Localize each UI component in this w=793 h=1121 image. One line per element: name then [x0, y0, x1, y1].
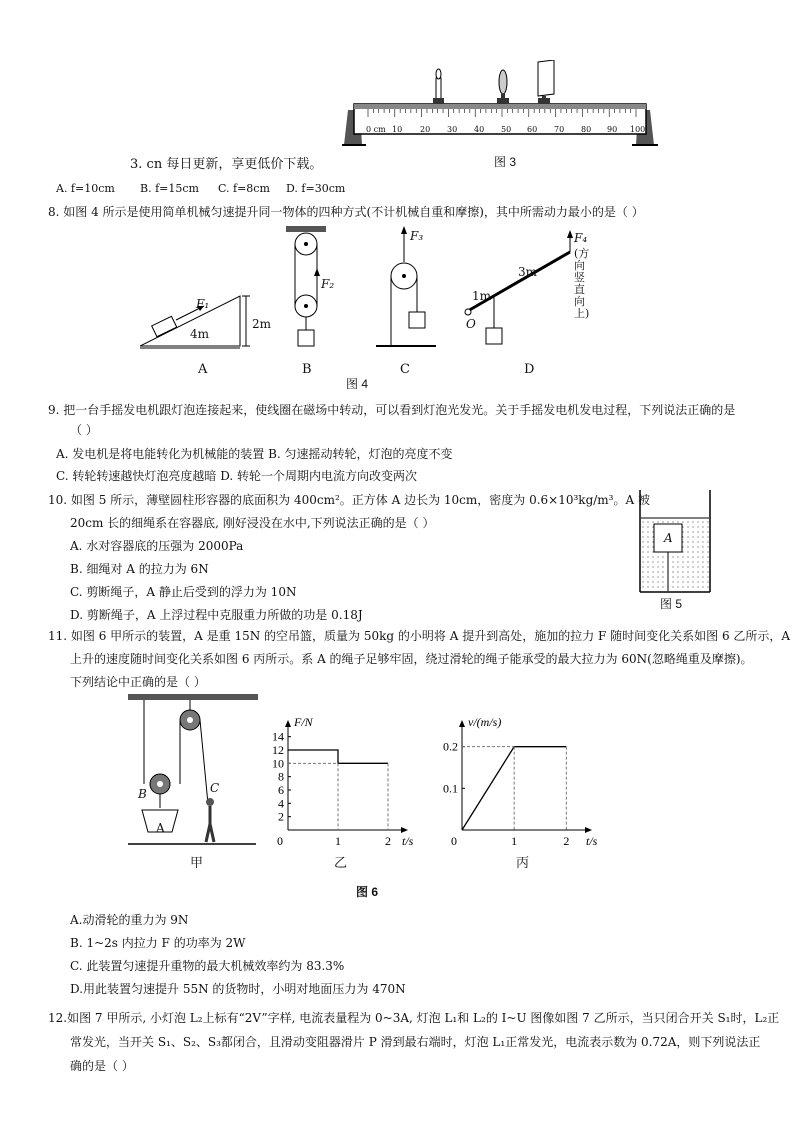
- x-tick-label: 0: [277, 834, 283, 848]
- y-tick-label: 8: [278, 769, 284, 784]
- q9-options-cd: C. 转轮转速越快灯泡亮度越暗 D. 转轮一个周期内电流方向改变两次: [56, 469, 418, 483]
- y-axis-label: F/N: [294, 715, 313, 729]
- fig4-f1-label: F₁: [196, 297, 210, 311]
- x-tick-label: 1: [511, 834, 518, 848]
- fig4-3m-label: 3m: [518, 265, 538, 279]
- q8-stem: 8. 如图 4 所示是使用简单机械匀速提升同一物体的四种方式(不计机械自重和摩擦)，其中所需动力最小的是（ ）: [48, 205, 644, 219]
- q11-option-a: A.动滑轮的重力为 9N: [70, 913, 189, 927]
- fig4-f3-label: F₃: [410, 229, 424, 243]
- fig4-label-d: D: [524, 362, 535, 377]
- y-tick-label: 4: [278, 796, 284, 811]
- q9-stem: 9. 把一台手摇发电机跟灯泡连接起来，使线圈在磁场中转动，可以看到灯泡光发光。关于手摇发电机发电过程，下列说法正确的是: [48, 403, 736, 417]
- q11-stem-line1: 11. 如图 6 甲所示的装置，A 是重 15N 的空吊篮，质量为 50kg 的小明将 A 提升到高处，施加的拉力 F 随时间变化关系如图 6 乙所示，A: [48, 629, 791, 643]
- y-axis-arrow: [459, 720, 465, 727]
- q7-option-d: D. f=30cm: [286, 182, 346, 195]
- q10-option-d: D. 剪断绳子，A 上浮过程中克服重力所做的功是 0.18J: [70, 608, 363, 622]
- scale-tick-70: 70: [554, 125, 565, 134]
- fig6-jia-caption: 甲: [190, 856, 204, 871]
- y-tick-label: 6: [278, 783, 284, 797]
- scale-tick-10: 10: [392, 125, 403, 134]
- scale-tick-40: 40: [474, 125, 485, 134]
- scale-tick-90: 90: [607, 125, 618, 134]
- scale-tick-50: 50: [501, 125, 512, 134]
- fig4-label-b: B: [302, 362, 312, 377]
- q10-option-b: B. 细绳对 A 的拉力为 6N: [70, 562, 209, 576]
- y-tick-label: 0.2: [443, 739, 458, 754]
- q11-option-d: D.用此装置匀速提升 55N 的货物时，小明对地面压力为 470N: [70, 982, 406, 996]
- x-axis-label: t/s: [402, 834, 414, 848]
- x-tick-label: 1: [335, 834, 341, 848]
- fig4-4m-label: 4m: [190, 327, 210, 341]
- fig6-label-a: A: [156, 821, 165, 835]
- scale-tick-80: 80: [581, 125, 592, 134]
- fig6-label-c: C: [210, 781, 220, 795]
- figure-4-drawing: [140, 222, 640, 372]
- fig6-yi-caption: 乙: [334, 856, 348, 871]
- q10-option-c: C. 剪断绳子，A 静止后受到的浮力为 10N: [70, 585, 297, 599]
- fig4-caption: 图 4: [346, 377, 369, 391]
- q12-stem-line3: 确的是（ ）: [70, 1059, 134, 1073]
- figure-6-bing: [432, 712, 612, 852]
- q9-options-ab: A. 发电机是将电能转化为机械能的装置 B. 匀速摇动转轮，灯泡的亮度不变: [56, 447, 453, 461]
- fig4-f4-note: (方向竖直向上): [574, 247, 590, 320]
- fig4-label-a: A: [198, 362, 208, 377]
- q7-option-a: A. f=10cm: [56, 182, 115, 195]
- q11-stem-line2: 上升的速度随时间变化关系如图 6 丙所示。系 A 的绳子足够牢固，绕过滑轮的绳子能承受的最大拉力为 60N(忽略绳重及摩擦)。: [70, 652, 753, 666]
- q7-option-c: C. f=8cm: [218, 182, 270, 195]
- x-tick-label: 0: [451, 834, 457, 848]
- q11-option-b: B. 1~2s 内拉力 F 的功率为 2W: [70, 936, 246, 950]
- pulley-setup-drawing: [128, 694, 258, 854]
- y-axis-label: v/(m/s): [468, 715, 502, 729]
- x-axis-label: t/s: [586, 834, 598, 848]
- fig4-f4-label: F₄: [574, 231, 588, 245]
- velocity-time-chart: [432, 712, 612, 852]
- fig4-f2-label: F₂: [321, 277, 335, 291]
- fig5-block-label: A: [664, 531, 673, 545]
- q11-stem-line3: 下列结论中正确的是（ ）: [70, 675, 206, 689]
- q10-stem-line2: 20cm 长的细绳系在容器底, 刚好浸没在水中,下列说法正确的是（ ）: [70, 516, 435, 530]
- y-tick-label: 10: [272, 756, 284, 771]
- figure-5: [636, 490, 716, 596]
- fig6-label-b: B: [138, 787, 147, 801]
- y-tick-label: 12: [272, 743, 284, 757]
- fig4-label-c: C: [400, 362, 410, 377]
- y-tick-label: 2: [278, 809, 284, 824]
- y-axis-arrow: [285, 720, 291, 727]
- scale-tick-60: 60: [527, 125, 538, 134]
- scale-tick-30: 30: [447, 125, 458, 134]
- x-tick-label: 2: [385, 834, 391, 848]
- series-line: [288, 750, 388, 763]
- fig5-caption: 图 5: [660, 597, 683, 611]
- figure-6-yi: [266, 712, 426, 852]
- fig4-o-label: O: [466, 317, 476, 331]
- q7-option-b: B. f=15cm: [140, 182, 199, 195]
- q11-option-c: C. 此装置匀速提升重物的最大机械效率约为 83.3%: [70, 959, 345, 973]
- q10-option-a: A. 水对容器底的压强为 2000Pa: [70, 539, 244, 553]
- x-axis-arrow: [401, 827, 408, 833]
- fig6-bing-caption: 丙: [516, 856, 530, 871]
- x-tick-label: 2: [563, 834, 570, 848]
- container-drawing: [636, 490, 716, 596]
- y-tick-label: 0.1: [443, 781, 458, 796]
- y-tick-label: 14: [272, 729, 284, 744]
- q7-line: 3. cn 每日更新，享更低价下载。: [130, 157, 323, 172]
- figure-6-jia: [128, 694, 258, 854]
- scale-tick-0: 0 cm: [366, 125, 386, 134]
- fig3-caption: 图 3: [494, 155, 517, 169]
- q9-bracket: （ ）: [70, 423, 98, 437]
- figure-4: [140, 222, 640, 372]
- scale-tick-20: 20: [420, 125, 431, 134]
- q12-stem-line2: 常发光，当开关 S₁、S₂、S₃都闭合，且滑动变阻器滑片 P 滑到最右端时，灯泡 L₁正常发光，电流表示数为 0.72A，则下列说法正: [70, 1035, 761, 1049]
- fig6-caption: 图 6: [356, 885, 379, 899]
- force-time-chart: [266, 712, 426, 852]
- fig4-2m-label: 2m: [252, 317, 272, 331]
- x-axis-arrow: [585, 827, 592, 833]
- q10-stem-line1: 10. 如图 5 所示，薄壁圆柱形容器的底面积为 400cm²。正方体 A 边长为 10cm，密度为 0.6×10³kg/m³。A 被: [48, 493, 650, 507]
- q12-stem-line1: 12.如图 7 甲所示, 小灯泡 L₂上标有“2V”字样, 电流表量程为 0~3A, 灯泡 L₁和 L₂的 I~U 图像如图 7 乙所示，当只闭合开关 S₁时，L₂正: [48, 1011, 780, 1025]
- scale-tick-100: 100: [630, 125, 646, 134]
- fig4-1m-label: 1m: [472, 289, 492, 303]
